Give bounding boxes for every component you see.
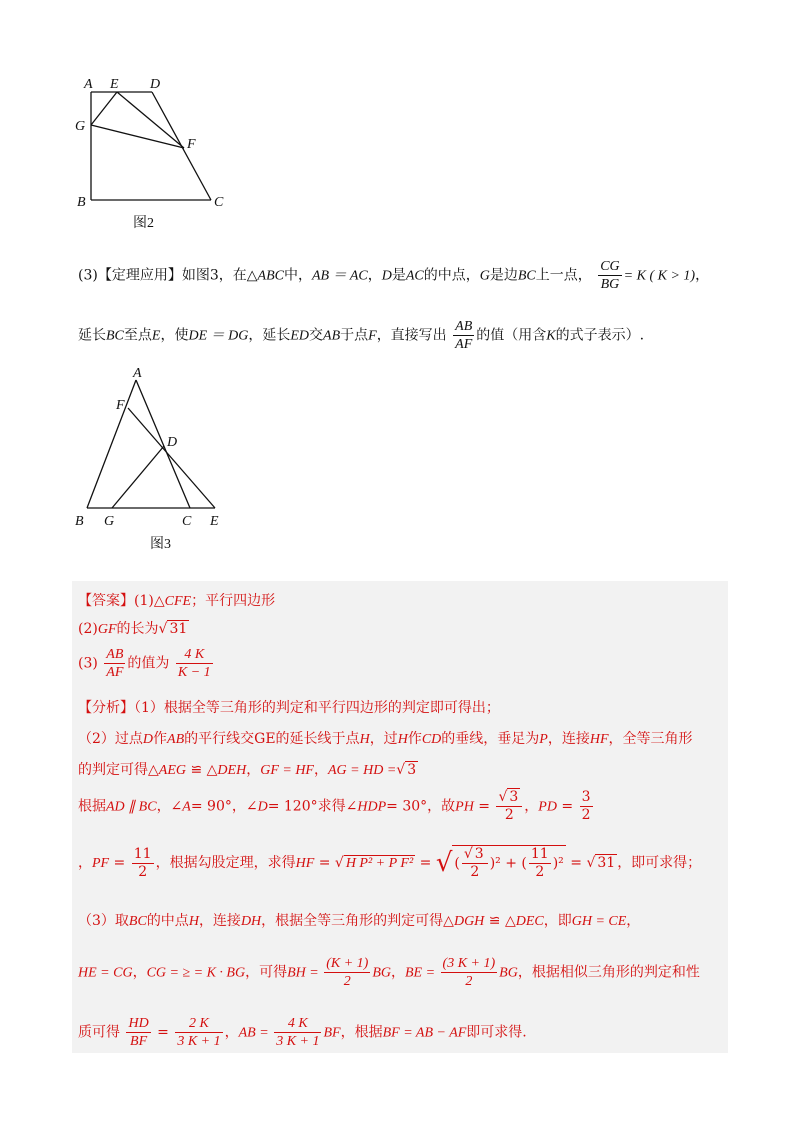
analysis-line-6: （3）取BC的中点H，连接DH，根据全等三角形的判定可得△DGH ≌ △DEC，即GH = CE， [78,913,641,929]
label-e: E [210,514,219,529]
label-a: A [133,366,142,381]
sqrt-31: √ 31 [158,621,188,637]
figure-3 [70,362,240,557]
label-f: F [187,137,196,152]
figure-2-caption: 图2 [133,216,154,231]
sqrt-hp-pf: √ H P² + P F² [334,855,414,871]
fraction-4k: $\frac{4 K}{K - 1}$ [177,647,211,680]
label-g: G [104,514,115,529]
fraction-sqrt3-2: $\frac{√ 3}{2}$ [496,789,522,824]
analysis-line-5: ，PF = $\frac{11}{2}$ ，根据勾股定理，求得HF = √ H P² + P F² = √ ( $\frac{√ 3}{2}$ )² + ( $\frac{11}{2}$ )² = √ 31 ，即可求得； [78,845,702,880]
label-c: C [182,514,192,529]
figure-3-caption: 图3 [150,537,171,552]
answer-line-1: 【答案】(1)△CFE；平行四边形 [78,593,276,609]
figure-2-diagram [70,72,240,237]
label-a: A [84,77,93,92]
fraction-k-plus-1: $\frac{(K + 1)}{2}$ [326,956,369,989]
question-3-line-1: (3)【定理应用】如图3，在△ABC中，AB ＝ AC，D是AC的中点，G是边BC上一点， $\frac{CG}{BG}$ = K ( K > 1)， [78,259,710,292]
label-b: B [75,514,84,529]
label-b: B [77,195,86,210]
edge-fe [128,408,215,508]
answer-line-2: (2)GF的长为√ 31 [78,621,188,637]
question-3-line-2: 延长BC至点E，使DE ＝ DG，延长ED交AB于点F，直接写出 $\frac{AB}{AF}$ 的值（用含K的式子表示）. [78,319,645,352]
label-c: C [214,195,224,210]
analysis-line-7: HE = CG，CG = ≥ = K · BG，可得BH = $\frac{(K + 1)}{2}$ BG，BE = $\frac{(3 K + 1)}{2}$ BG，根据相似三角形的判定和性 [78,956,700,989]
analysis-line-8: 质可得 $\frac{HD}{BF}$ = $\frac{2 K}{3 K + 1}$ ，AB = $\frac{4 K}{3 K + 1}$ BF，根据BF = AB − AF即可求得. [78,1016,527,1049]
edge-gd [112,446,164,508]
fraction-hd-bf: $\frac{HD}{BF}$ [128,1016,149,1049]
label-f: F [116,398,125,413]
sqrt-3: √ 3 [396,762,417,778]
figure-3-diagram [70,362,240,557]
fraction-ab-af: $\frac{AB}{AF}$ [106,647,124,680]
label-d: D [167,435,178,450]
label-g: G [75,119,86,134]
fraction-4k-3k: $\frac{4 K}{3 K + 1}$ [276,1016,320,1049]
analysis-line-1: 【分析】（1）根据全等三角形的判定和平行四边形的判定即可得出； [78,700,500,716]
answer-line-3: (3) $\frac{AB}{AF}$ 的值为 $\frac{4 K}{K - 1}$ [78,647,211,680]
fraction-11-2: $\frac{11}{2}$ [133,845,152,880]
analysis-line-4: 根据AD ∥ BC，∠A= 90°，∠D= 120°求得∠HDP= 30°，故PH = $\frac{√ 3}{2}$ ，PD = $\frac{3}{2}$ [78,789,591,823]
fraction-3k-plus-1: $\frac{(3 K + 1)}{2}$ [442,956,496,989]
edge-ac [136,380,190,508]
sqrt-sum-squares: √ ( $\frac{√ 3}{2}$ )² + ( $\frac{11}{2}$ )² [435,846,564,880]
fraction-3-2: $\frac{3}{2}$ [581,789,591,823]
figure-2 [70,72,240,237]
fraction-cg-bg: $\frac{CG}{BG}$ [600,259,620,292]
analysis-line-3: 的判定可得△AEG ≌ △DEH，GF = HF，AG = HD =√ 3 [78,762,417,778]
analysis-line-2: （2）过点D作AB的平行线交GE的延长线于点H，过H作CD的垂线，垂足为P，连接HF，全等三角形 [78,731,693,747]
edge-ge [91,92,117,125]
label-e: E [110,77,119,92]
label-d: D [150,77,161,92]
sqrt-31-result: √ 31 [586,855,616,871]
fraction-ab-af: $\frac{AB}{AF}$ [455,319,473,352]
fraction-2k: $\frac{2 K}{3 K + 1}$ [177,1016,221,1049]
